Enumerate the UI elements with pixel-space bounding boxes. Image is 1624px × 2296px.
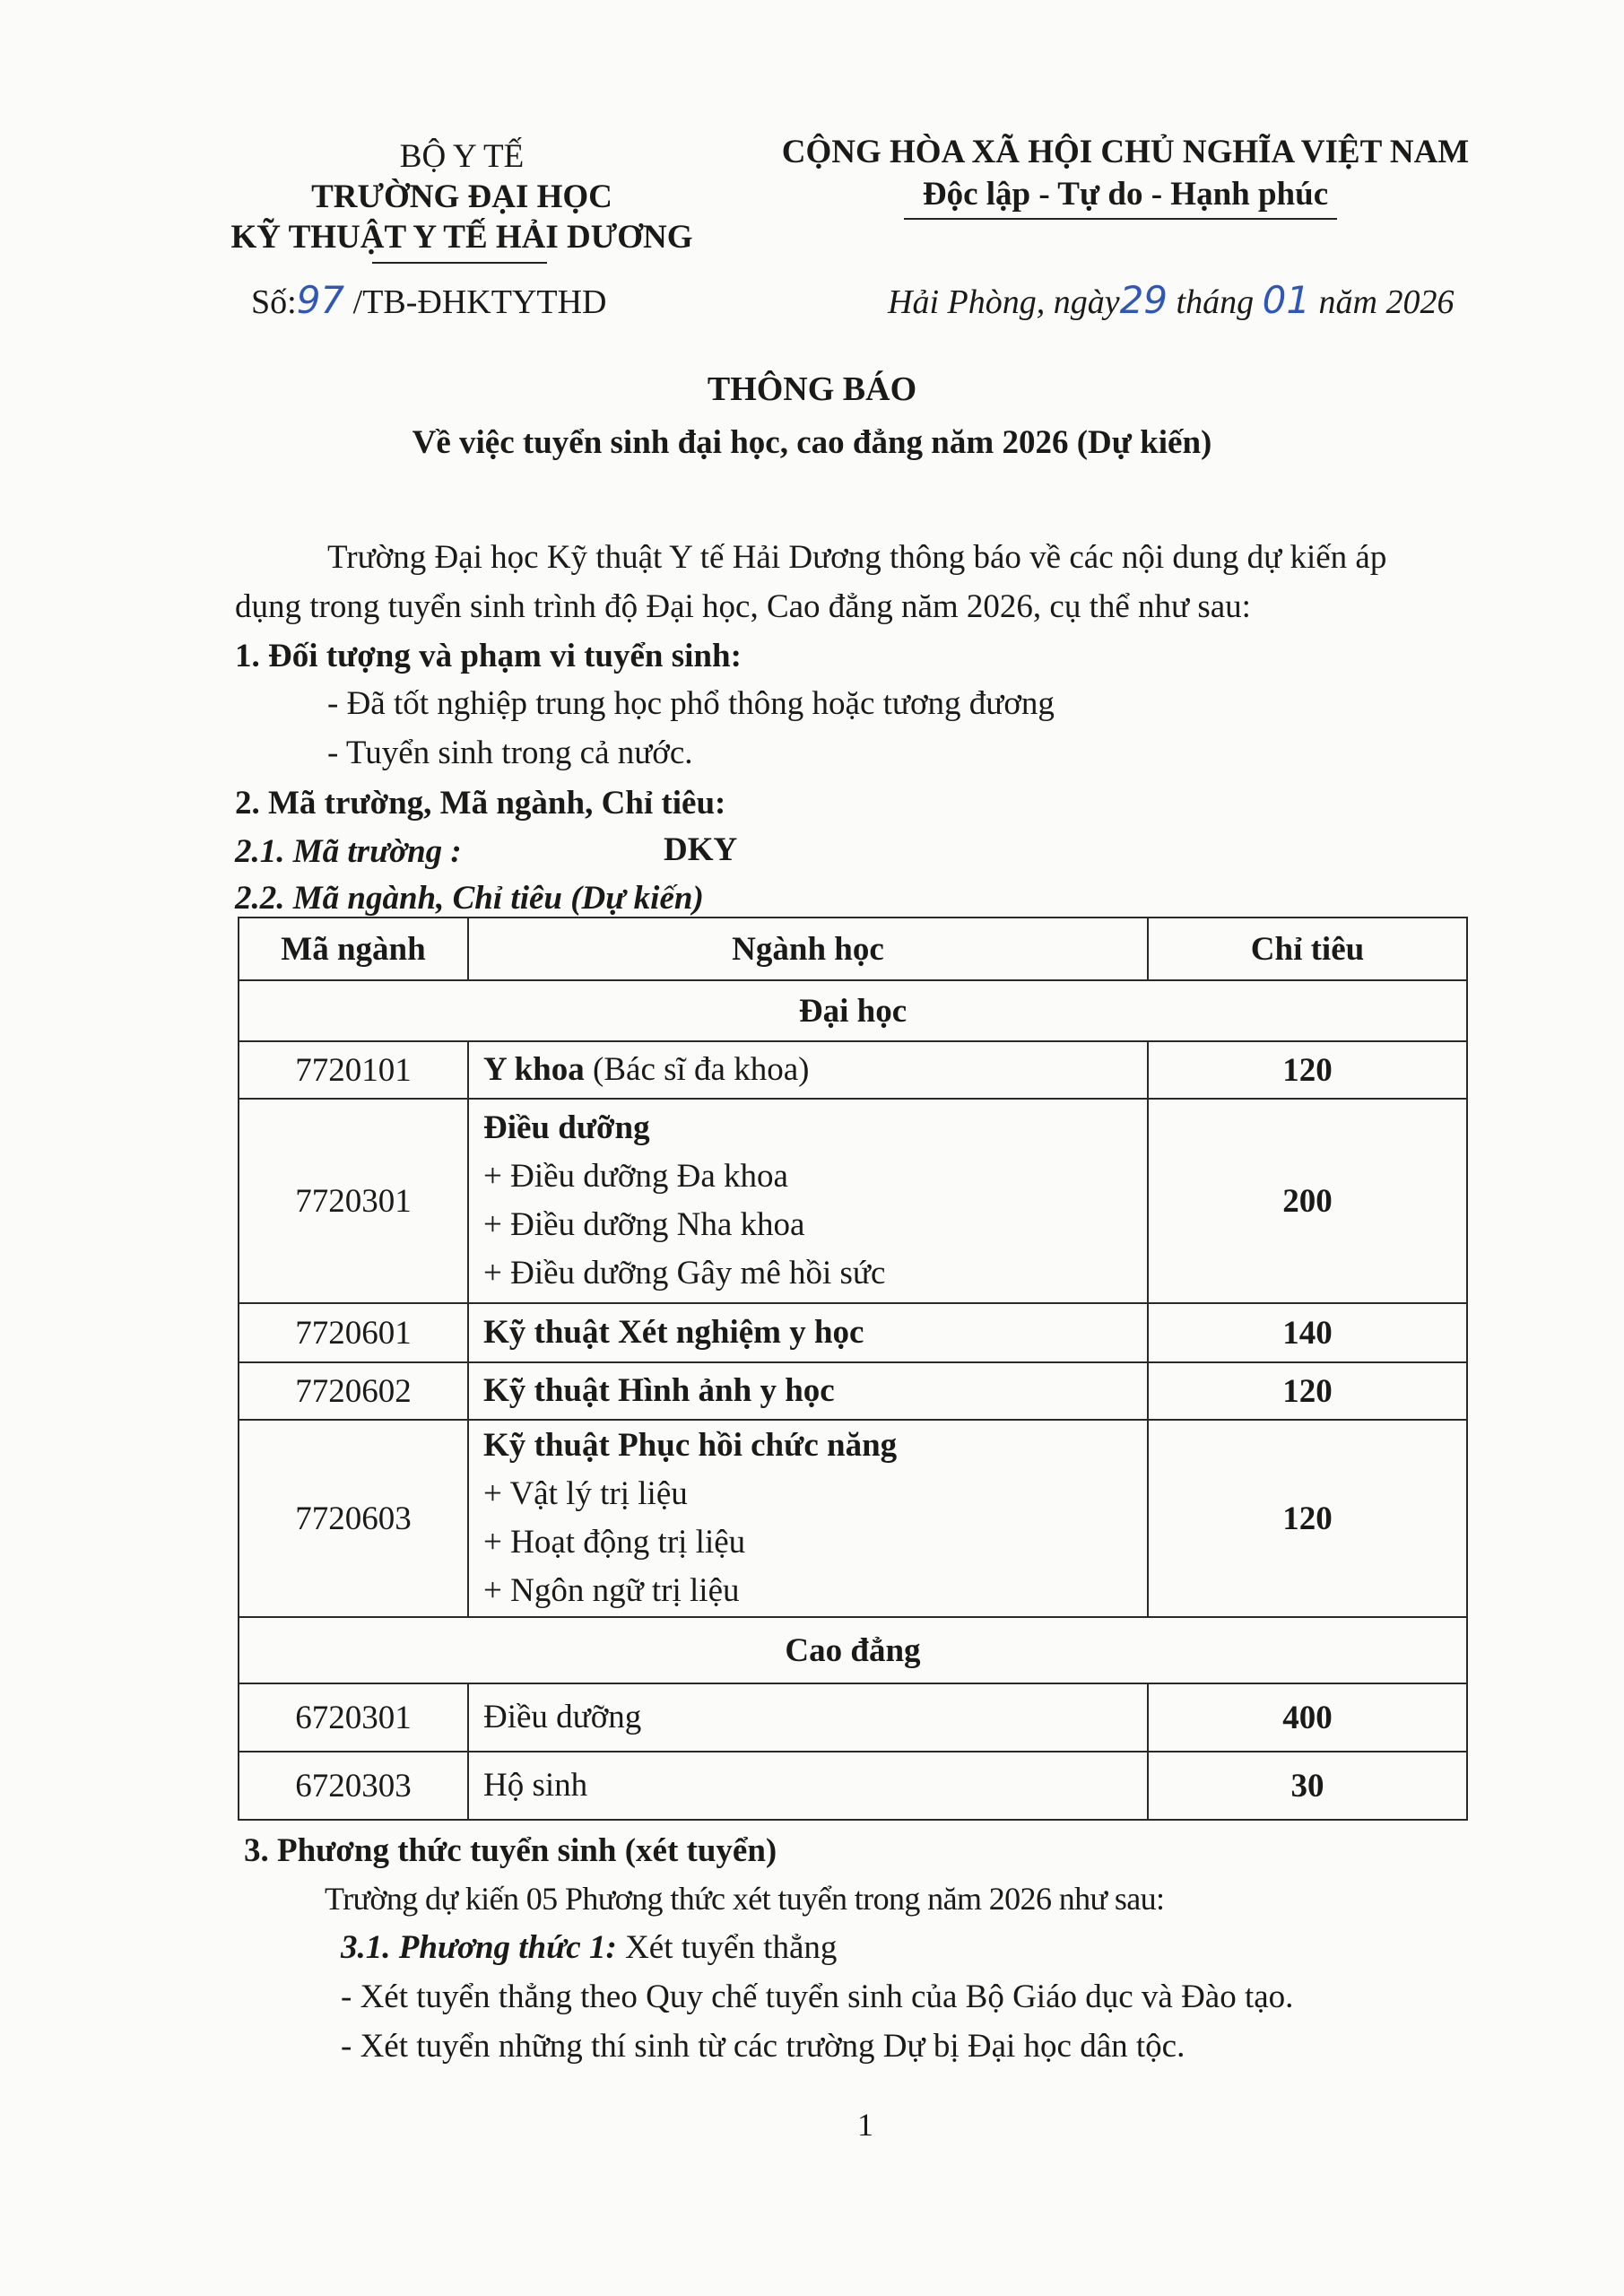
section-row-university <box>239 980 1467 1041</box>
school-underline <box>372 262 547 264</box>
header-quota: Chỉ tiêu <box>1148 918 1467 980</box>
number-prefix: Số: <box>251 283 297 321</box>
major-code: 7720603 <box>239 1420 468 1617</box>
major-code: 6720301 <box>239 1683 468 1752</box>
document-number <box>251 278 607 322</box>
major-name: Điều dưỡng <box>468 1683 1148 1752</box>
school-code: DKY <box>664 831 738 868</box>
major-code: 6720303 <box>239 1752 468 1820</box>
header-major: Ngành học <box>468 918 1148 980</box>
table-row <box>239 1303 1467 1362</box>
major-name <box>468 1420 1148 1617</box>
admission-quota-table <box>238 917 1468 1821</box>
school-name-line1: TRƯỜNG ĐẠI HỌC <box>311 178 612 215</box>
major-name-rest: (Bác sĩ đa khoa) <box>584 1051 810 1088</box>
date-year: năm 2026 <box>1318 283 1455 321</box>
major-title: Điều dưỡng <box>483 1109 650 1146</box>
document-title: THÔNG BÁO <box>707 370 917 408</box>
table-header-row <box>239 918 1467 980</box>
section-row-college <box>239 1617 1467 1683</box>
section3-intro: Trường dự kiến 05 Phương thức xét tuyển trong năm 2026 như sau: <box>325 1881 1165 1917</box>
method1-item: - Xét tuyển thẳng theo Quy chế tuyển sinh của Bộ Giáo dục và Đào tạo. <box>341 1979 1294 2015</box>
section1-item: - Đã tốt nghiệp trung học phổ thông hoặc tương đương <box>327 685 1055 722</box>
school-name-line2: KỸ THUẬT Y TẾ HẢI DƯƠNG <box>230 219 693 256</box>
motto-underline <box>904 218 1337 220</box>
header-code: Mã ngành <box>239 918 468 980</box>
table-row <box>239 1752 1467 1820</box>
major-quota: 30 <box>1148 1752 1467 1820</box>
table-row <box>239 1420 1467 1617</box>
section1-heading: 1. Đối tượng và phạm vi tuyển sinh: <box>235 638 742 674</box>
major-quota: 140 <box>1148 1303 1467 1362</box>
major-quota: 200 <box>1148 1099 1467 1303</box>
section3-heading: 3. Phương thức tuyển sinh (xét tuyển) <box>244 1832 777 1869</box>
majors-label: 2.2. Mã ngành, Chỉ tiêu (Dự kiến) <box>235 880 704 917</box>
document-subtitle: Về việc tuyển sinh đại học, cao đẳng năm 2026 (Dự kiến) <box>412 424 1212 461</box>
school-code-label: 2.1. Mã trường : <box>235 833 462 870</box>
major-code: 7720601 <box>239 1303 468 1362</box>
major-name: Kỹ thuật Xét nghiệm y học <box>468 1303 1148 1362</box>
table-row <box>239 1683 1467 1752</box>
major-name: Kỹ thuật Hình ảnh y học <box>468 1362 1148 1420</box>
major-title: Kỹ thuật Phục hồi chức năng <box>483 1427 898 1464</box>
major-quota: 400 <box>1148 1683 1467 1752</box>
major-quota: 120 <box>1148 1041 1467 1099</box>
date-month-label: tháng <box>1176 283 1255 321</box>
national-motto: Độc lập - Tự do - Hạnh phúc <box>922 176 1329 213</box>
handwritten-day: 29 <box>1119 278 1168 322</box>
major-code: 7720101 <box>239 1041 468 1099</box>
section2-heading: 2. Mã trường, Mã ngành, Chỉ tiêu: <box>235 785 726 822</box>
method1-label: 3.1. Phương thức 1: <box>341 1929 617 1966</box>
intro-line-2: dụng trong tuyển sinh trình độ Đại học, Cao đẳng năm 2026, cụ thể như sau: <box>235 588 1251 625</box>
number-suffix: /TB-ĐHKTYTHD <box>352 283 607 321</box>
method1-item: - Xét tuyển những thí sinh từ các trường Dự bị Đại học dân tộc. <box>341 2028 1185 2065</box>
major-specialty: + Điều dưỡng Gây mê hồi sức <box>483 1255 886 1292</box>
table-row <box>239 1099 1467 1303</box>
table-row <box>239 1041 1467 1099</box>
document-date <box>888 278 1455 322</box>
major-name <box>468 1099 1148 1303</box>
major-name-bold: Y khoa <box>483 1051 585 1088</box>
handwritten-number: 97 <box>296 278 345 322</box>
date-place: Hải Phòng, ngày <box>888 283 1120 321</box>
section1-item: - Tuyển sinh trong cả nước. <box>327 735 693 771</box>
major-specialty: + Hoạt động trị liệu <box>483 1524 746 1561</box>
table-row <box>239 1362 1467 1420</box>
section-college: Cao đẳng <box>239 1617 1467 1683</box>
country-name: CỘNG HÒA XÃ HỘI CHỦ NGHĨA VIỆT NAM <box>781 134 1470 170</box>
major-specialty: + Ngôn ngữ trị liệu <box>483 1572 740 1609</box>
major-specialty: + Điều dưỡng Đa khoa <box>483 1158 788 1195</box>
major-quota: 120 <box>1148 1420 1467 1617</box>
major-code: 7720301 <box>239 1099 468 1303</box>
handwritten-month: 01 <box>1262 278 1311 322</box>
major-code: 7720602 <box>239 1362 468 1420</box>
major-name <box>468 1041 1148 1099</box>
intro-line-1: Trường Đại học Kỹ thuật Y tế Hải Dương thông báo về các nội dung dự kiến áp <box>327 539 1387 576</box>
major-name: Hộ sinh <box>468 1752 1148 1820</box>
section-university: Đại học <box>239 980 1467 1041</box>
method1-text: Xét tuyển thẳng <box>616 1929 838 1966</box>
method1 <box>341 1928 837 1967</box>
major-specialty: + Vật lý trị liệu <box>483 1475 688 1512</box>
page-number: 1 <box>857 2107 873 2143</box>
major-specialty: + Điều dưỡng Nha khoa <box>483 1206 805 1243</box>
major-quota: 120 <box>1148 1362 1467 1420</box>
ministry-name: BỘ Y TẾ <box>399 138 525 175</box>
